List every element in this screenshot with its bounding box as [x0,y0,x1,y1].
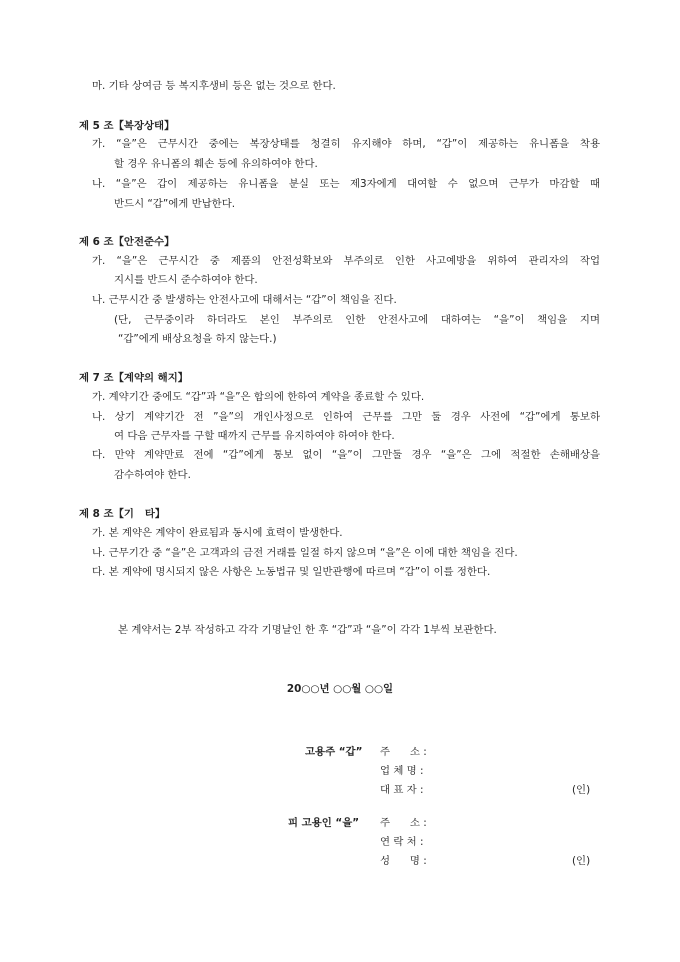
employee-party-label: 피 고용인 “을” [288,817,360,829]
employee-name-label: 성 명 : [380,855,427,867]
article-6-item-ga-line1: 가. “을”은 근무시간 중 제품의 안전성확보와 부주의로 인한 사고예방을 위하여 관리자의 작업 [92,255,600,267]
article-6-item-ga-line2: 지시를 반드시 준수하여야 한다. [114,274,258,286]
article-8-heading: 제 8 조【기 타】 [79,508,166,520]
employee-contact-label: 연 락 처 : [380,836,424,848]
article-6-note-line2: “갑”에게 배상요청을 하지 않는다.) [118,333,277,345]
closing-statement: 본 계약서는 2부 작성하고 각각 기명날인 한 후 “갑”과 “을”이 각각 1부씩 보관한다. [118,624,497,636]
article-8-item-ga: 가. 본 계약은 계약이 완료됨과 동시에 효력이 발생한다. [92,527,343,539]
article-7-item-da-line2: 감수하여야 한다. [114,469,191,481]
article-5-item-ga-line2: 할 경우 유니폼의 훼손 등에 유의하여야 한다. [114,158,318,170]
article-6-note-line1: (단, 근무중이라 하더라도 본인 부주의로 인한 안전사고에 대하여는 “을”이 책임을 지며 [114,314,600,326]
article-6-item-na-line1: 나. 근무시간 중 발생하는 안전사고에 대해서는 “갑”이 책임을 진다. [92,294,397,306]
article-7-heading: 제 7 조【계약의 해지】 [79,372,189,384]
article-5-item-na-line2: 반드시 “갑”에게 반납한다. [114,198,236,210]
employer-company-label: 업 체 명 : [380,765,424,777]
contract-date: 20○○년 ○○월 ○○일 [286,683,394,695]
employer-address-label: 주 소 : [380,746,427,758]
employer-seal-mark: (인) [572,784,591,796]
article-5-item-ga-line1: 가. “을”은 근무시간 중에는 복장상태를 청결히 유지해야 하며, “갑”이 제공하는 유니폼을 착용 [92,138,600,150]
article-8-item-da: 다. 본 계약에 명시되지 않은 사항은 노동법규 및 일반관행에 따르며 “갑”이 이를 정한다. [92,566,491,578]
article-7-item-ga-line1: 가. 계약기간 중에도 “갑”과 “을”은 합의에 한하여 계약을 종료할 수 있다. [92,391,425,403]
article-8-item-na: 나. 근무기간 중 “을”은 고객과의 금전 거래를 일절 하지 않으며 “을”은 이에 대한 책임을 진다. [92,547,518,559]
article-6-heading: 제 6 조【안전준수】 [79,236,175,248]
article-5-heading: 제 5 조【복장상태】 [79,120,175,132]
article-5-item-na-line1: 나. “을”은 갑이 제공하는 유니폼을 분실 또는 제3자에게 대여할 수 없으며 근무가 마감할 때 [92,178,600,190]
employee-seal-mark: (인) [572,855,591,867]
article-7-item-da-line1: 다. 만약 계약만료 전에 “갑”에게 통보 없이 “을”이 그만둘 경우 “을”은 그에 적절한 손해배상을 [92,449,600,461]
employee-address-label: 주 소 : [380,817,427,829]
article-7-item-na-line1: 나. 상기 계약기간 전 ”을”의 개인사정으로 인하여 근무를 그만 둘 경우 사전에 “갑”에게 통보하 [92,411,600,423]
clause-ma: 마. 기타 상여금 등 복지후생비 등은 없는 것으로 한다. [92,80,336,92]
employer-party-label: 고용주 “갑” [305,746,363,758]
article-7-item-na-line2: 여 다음 근무자를 구할 때까지 근무를 유지하여야 하여야 한다. [114,430,395,442]
employer-representative-label: 대 표 자 : [380,784,424,796]
